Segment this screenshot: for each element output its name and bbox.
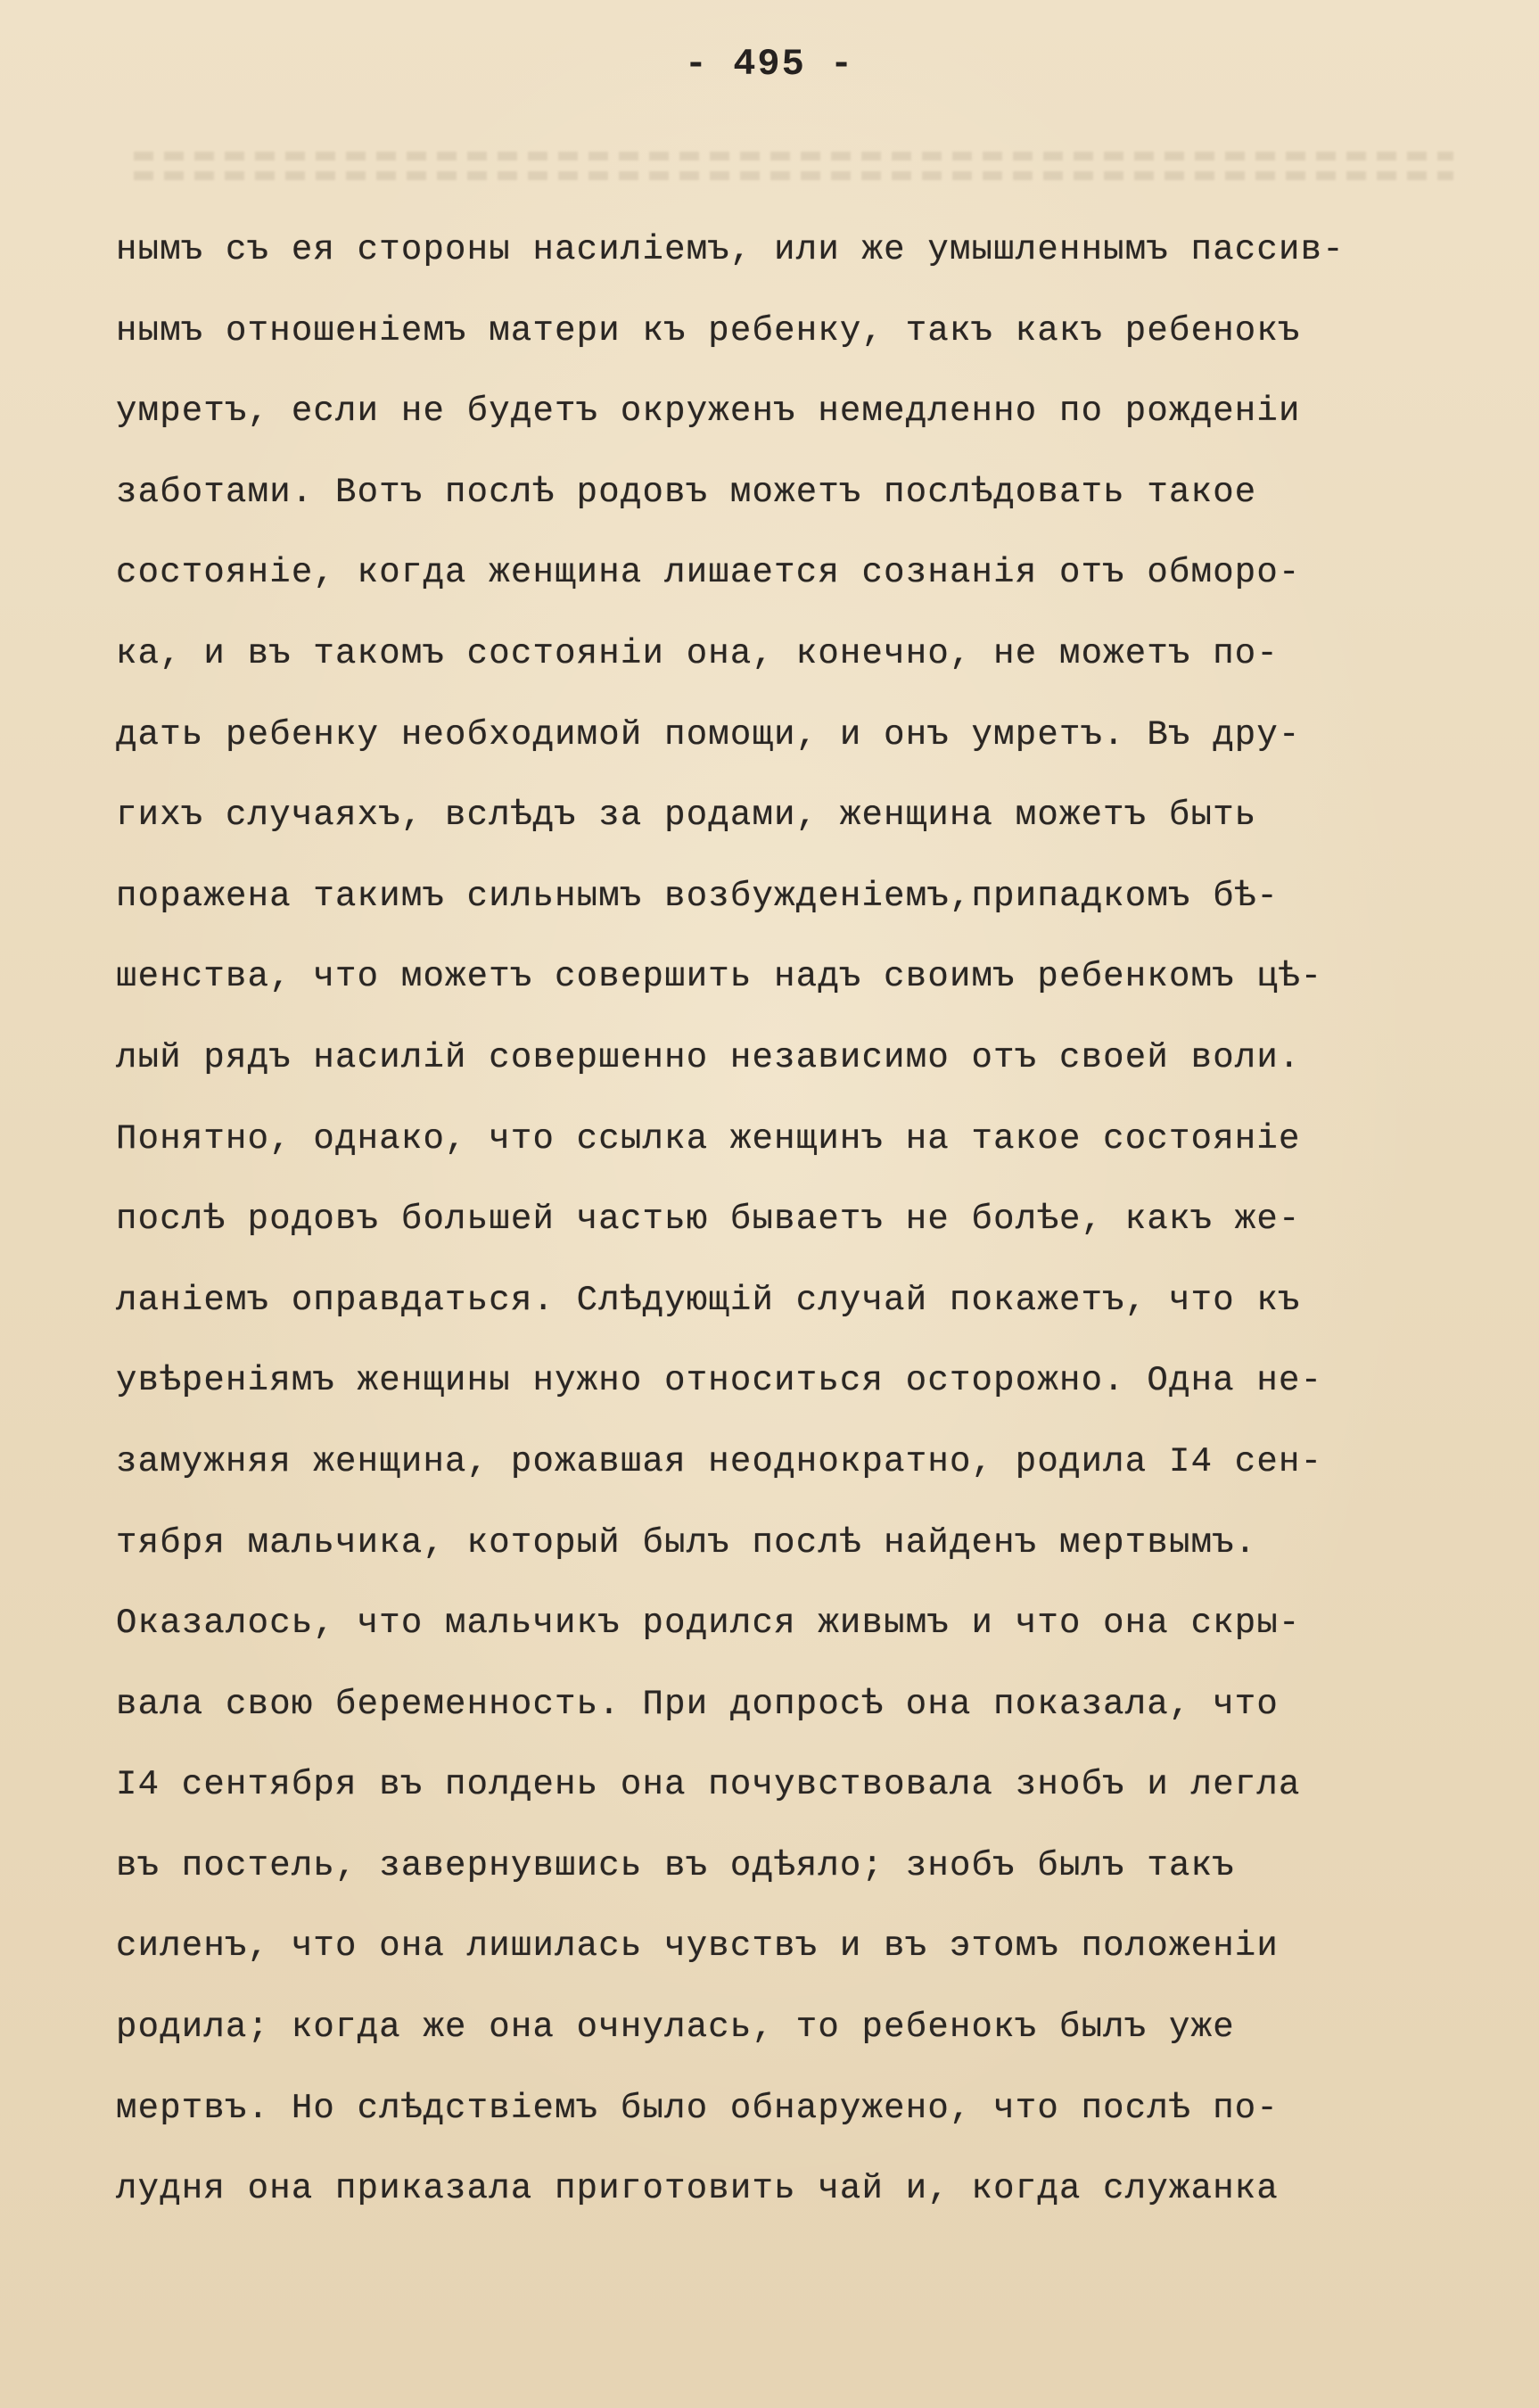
text-line: вала свою беременность. При допросѣ она показала, что (116, 1684, 1280, 1724)
text-line: ка, и въ такомъ состоянiи она, конечно, не можетъ по- (116, 633, 1280, 673)
text-line: ланiемъ оправдаться. Слѣдующiй случай покажетъ, что къ (116, 1280, 1301, 1320)
text-line: лудня она приказала приготовить чай и, когда служанка (116, 2169, 1280, 2209)
text-line: умретъ, если не будетъ окруженъ немедленно по рожденiи (116, 392, 1301, 432)
text-line: шенства, что можетъ совершить надъ своимъ ребенкомъ цѣ- (116, 957, 1323, 997)
text-line: тября мальчика, который былъ послѣ найденъ мертвымъ. (116, 1522, 1257, 1563)
text-line: поражена такимъ сильнымъ возбужденiемъ,припадкомъ бѣ- (116, 876, 1280, 916)
text-line: дать ребенку необходимой помощи, и онъ умретъ. Въ дру- (116, 714, 1301, 755)
text-line: гихъ случаяхъ, вслѣдъ за родами, женщина можетъ быть (116, 796, 1257, 836)
text-line: мертвъ. Но слѣдствiемъ было обнаружено, что послѣ по- (116, 2088, 1280, 2128)
text-line: силенъ, что она лишилась чувствъ и въ этомъ положенiи (116, 1926, 1280, 1967)
text-line: послѣ родовъ большей частью бываетъ не болѣе, какъ же- (116, 1200, 1301, 1240)
text-line: Понятно, однако, что ссылка женщинъ на такое состоянiе (116, 1118, 1301, 1159)
text-line: замужняя женщина, рожавшая неоднократно, родила I4 сен- (116, 1441, 1323, 1481)
text-line: заботами. Вотъ послѣ родовъ можетъ послѣдовать такое (116, 472, 1257, 512)
text-line: лый рядъ насилiй совершенно независимо отъ своей воли. (116, 1037, 1301, 1077)
body-text (116, 210, 1471, 2230)
text-line: увѣренiямъ женщины нужно относиться осторожно. Одна не- (116, 1361, 1323, 1401)
text-line: родила; когда же она очнулась, то ребенокъ былъ уже (116, 2008, 1235, 2048)
page-number: - 495 - (684, 43, 855, 86)
text-line: нымъ отношенiемъ матери къ ребенку, такъ какъ ребенокъ (116, 310, 1301, 350)
bleed-through-shadow (134, 141, 1453, 194)
text-line: Оказалось, что мальчикъ родился живымъ и что она скры- (116, 1604, 1301, 1644)
text-line: состоянiе, когда женщина лишается сознанiя отъ обморо- (116, 553, 1301, 593)
text-line: I4 сентября въ полдень она почувствовала знобъ и легла (116, 1765, 1301, 1805)
text-line: въ постель, завернувшись въ одѣяло; знобъ былъ такъ (116, 1845, 1235, 1885)
text-line: нымъ съ ея стороны насилiемъ, или же умышленнымъ пассив- (116, 230, 1345, 269)
